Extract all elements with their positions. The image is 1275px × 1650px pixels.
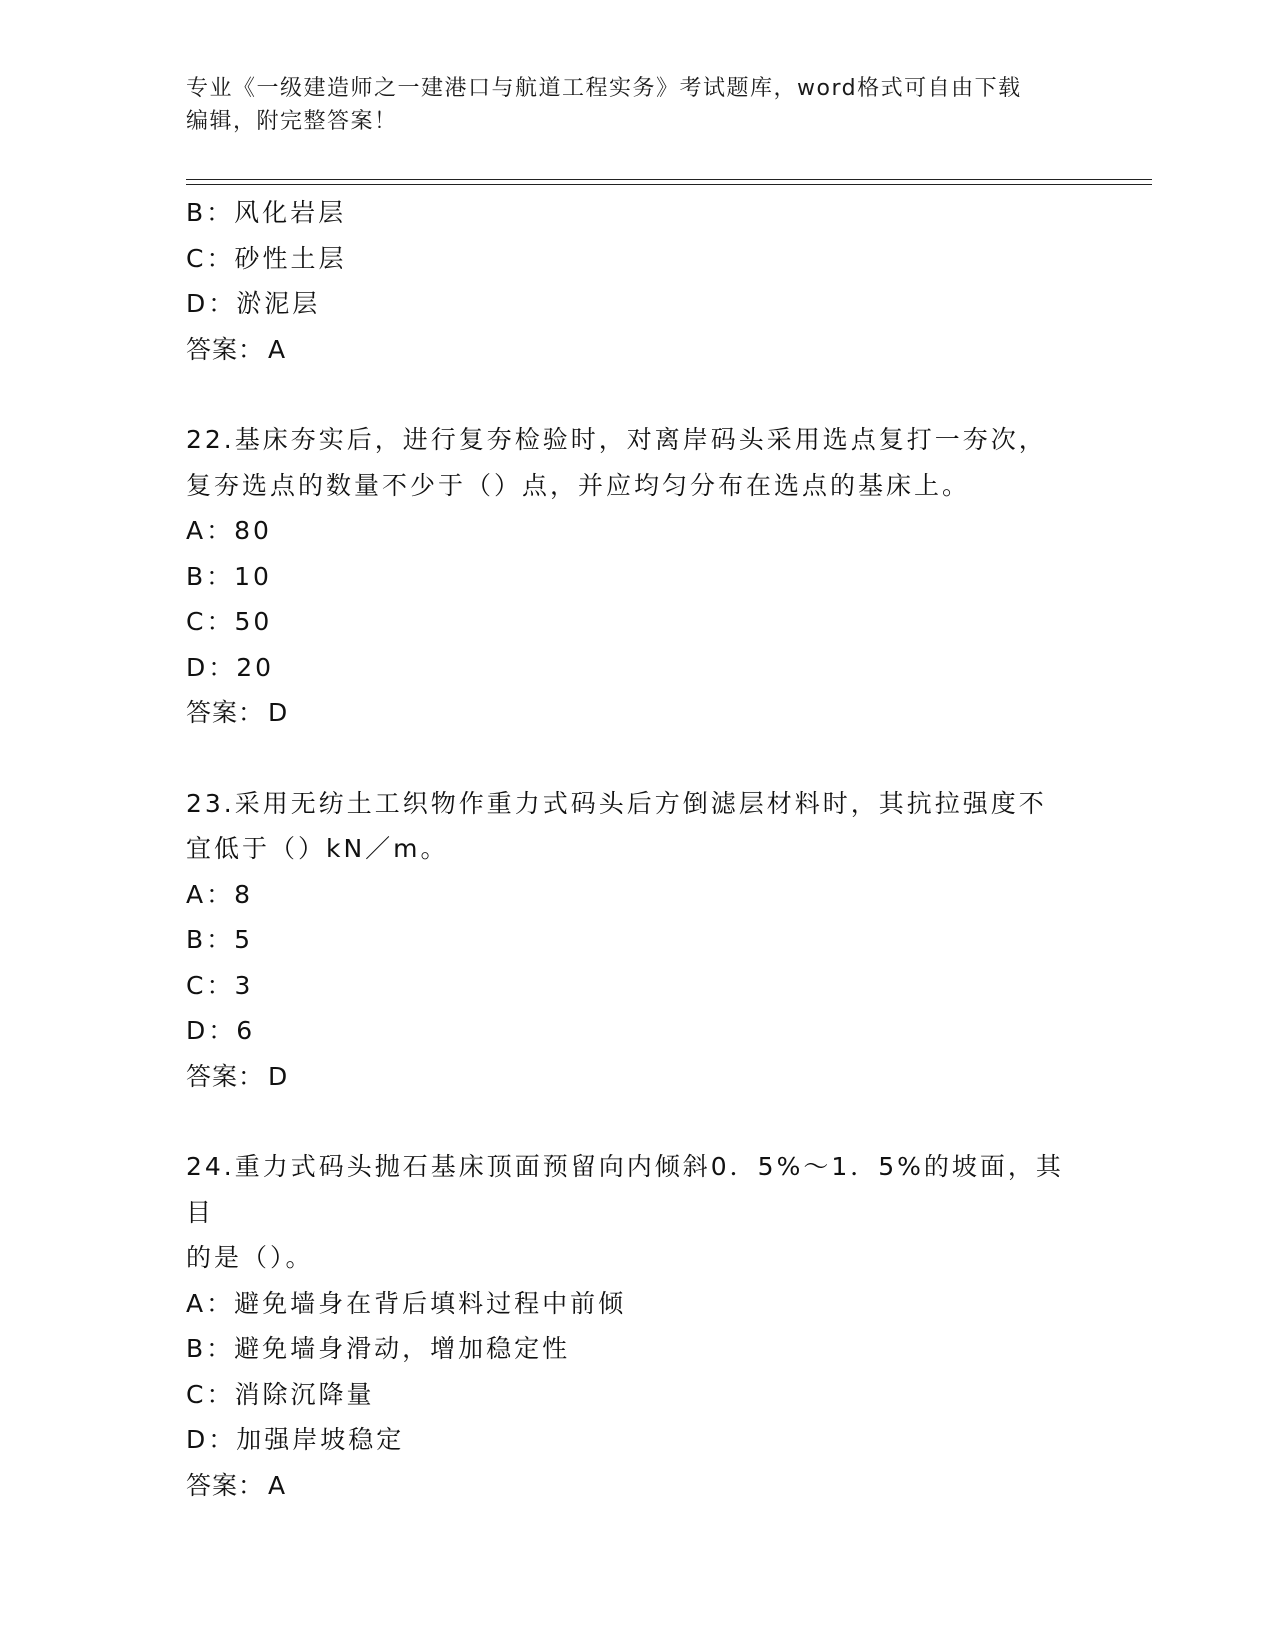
answer-label: 答案： bbox=[186, 1061, 265, 1091]
question-block-21 bbox=[186, 190, 1086, 372]
question-block-22 bbox=[186, 417, 1086, 736]
header-line-1: 专业《一级建造师之一建港口与航道工程实务》考试题库，word格式可自由下载 bbox=[186, 76, 1022, 101]
option-c: C：50 bbox=[186, 607, 273, 636]
question-text-line-1: 23.采用无纺土工织物作重力式码头后方倒滤层材料时，其抗拉强度不 bbox=[186, 788, 1047, 818]
option-d: D：淤泥层 bbox=[186, 289, 321, 318]
option-b: B：10 bbox=[186, 561, 272, 591]
option-b: B：5 bbox=[186, 925, 254, 954]
option-b: B：风化岩层 bbox=[186, 198, 347, 227]
question-text-line-1: 22.基床夯实后，进行复夯检验时，对离岸码头采用选点复打一夯次， bbox=[186, 425, 1047, 454]
answer-value: A bbox=[268, 334, 287, 364]
spacer bbox=[186, 1099, 1086, 1144]
question-block-24 bbox=[186, 1144, 1086, 1508]
document-header bbox=[186, 72, 1066, 138]
spacer bbox=[186, 736, 1086, 781]
option-a: A：80 bbox=[186, 516, 272, 545]
spacer bbox=[186, 372, 1086, 417]
answer-label: 答案： bbox=[186, 334, 265, 364]
answer-value: D bbox=[268, 698, 289, 727]
answer-label: 答案： bbox=[186, 698, 265, 727]
option-c: C：砂性土层 bbox=[186, 243, 347, 273]
answer-line bbox=[186, 327, 1086, 373]
option-c: C：消除沉降量 bbox=[186, 1379, 375, 1409]
header-line-2: 编辑，附完整答案！ bbox=[186, 109, 398, 134]
answer-value: D bbox=[268, 1061, 289, 1091]
header-rule-top bbox=[186, 179, 1152, 180]
option-d: D：加强岸坡稳定 bbox=[186, 1425, 405, 1454]
option-b: B：避免墙身滑动，增加稳定性 bbox=[186, 1334, 571, 1363]
header-rule-bottom bbox=[186, 184, 1152, 185]
document-body bbox=[186, 190, 1086, 1508]
question-text-line-1: 24.重力式码头抛石基床顶面预留向内倾斜0．5%～1．5%的坡面，其目 bbox=[186, 1152, 1064, 1227]
option-c: C：3 bbox=[186, 970, 254, 1000]
option-a: A：8 bbox=[186, 879, 254, 909]
question-text-line-2: 宜低于（）kN／m。 bbox=[186, 834, 449, 863]
answer-label: 答案： bbox=[186, 1470, 265, 1500]
question-text bbox=[186, 1144, 1086, 1281]
question-text-line-2: 的是（）。 bbox=[186, 1243, 314, 1272]
option-d: D：20 bbox=[186, 652, 275, 682]
option-a: A：避免墙身在背后填料过程中前倾 bbox=[186, 1288, 627, 1318]
question-text-line-2: 复夯选点的数量不少于（）点，并应均匀分布在选点的基床上。 bbox=[186, 470, 971, 500]
answer-line bbox=[186, 690, 1086, 736]
answer-value: A bbox=[268, 1470, 287, 1500]
question-text bbox=[186, 417, 1086, 508]
answer-line bbox=[186, 1463, 1086, 1509]
question-text bbox=[186, 781, 1086, 872]
option-d: D：6 bbox=[186, 1016, 256, 1045]
question-block-23 bbox=[186, 781, 1086, 1100]
answer-line bbox=[186, 1054, 1086, 1100]
